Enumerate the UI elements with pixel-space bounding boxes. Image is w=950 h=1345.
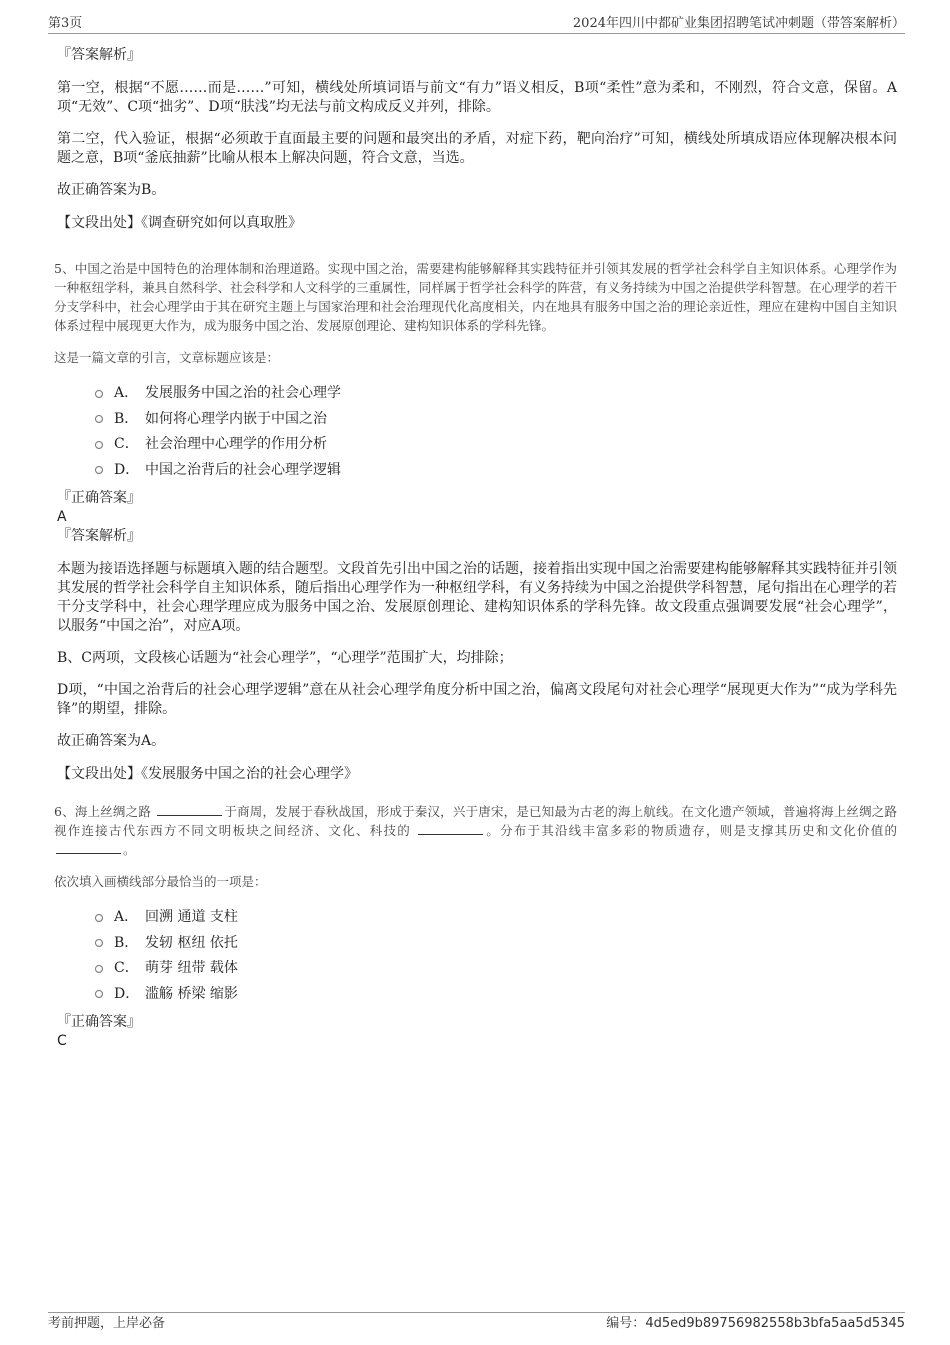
option-letter: A． bbox=[114, 909, 139, 925]
radio-icon[interactable] bbox=[95, 914, 103, 922]
q4-analysis bbox=[57, 45, 897, 233]
analysis-conclusion: 故正确答案为B。 bbox=[57, 182, 166, 198]
option-letter: C． bbox=[114, 436, 139, 452]
option-text: 中国之治背后的社会心理学逻辑 bbox=[145, 461, 341, 478]
footer-slogan: 考前押题，上岸必备 bbox=[48, 1316, 166, 1331]
page-footer bbox=[48, 1312, 905, 1331]
analysis-paragraph: 第二空，代入验证，根据“必须敢于直面最主要的问题和最突出的矛盾，对症下药，靶向治疗”可知，横线处所填成语应体现解决根本问题之意，B项“釜底抽薪”比喻从根本上解决问题，符合文意，当选。 bbox=[57, 131, 897, 166]
document-code: 编号：4d5ed9b89756982558b3bfa5aa5d5345 bbox=[606, 1316, 905, 1331]
option-text: 萌芽 纽带 载体 bbox=[145, 960, 238, 976]
fill-blank bbox=[157, 803, 222, 816]
option-d[interactable] bbox=[95, 982, 897, 1008]
radio-icon[interactable] bbox=[95, 990, 103, 998]
option-a[interactable] bbox=[95, 905, 897, 931]
passage-source: 【文段出处】《调查研究如何以真取胜》 bbox=[57, 215, 302, 231]
option-b[interactable] bbox=[95, 407, 897, 433]
option-letter: B． bbox=[114, 410, 139, 427]
question-stem: 5、中国之治是中国特色的治理体制和治理道路。实现中国之治，需要建构能够解释其实践特征并引领其发展的哲学社会科学自主知识体系。心理学作为一种枢纽学科，兼具自然科学、社会科学和人文科学的三重属性，同样属于哲学社会科学的阵营，有义务持续为中国之治提供学科智慧。在心理学的若干分支学科中，社会心理学由于其在研究主题上与国家治理和社会治理现代化高度相关，内在地具有服务中国之治的理论亲近性，理应在建构中国自主知识体系过程中展现更大作为，成为服务中国之治、发展原创理论、建构知识体系的学科先锋。 bbox=[54, 261, 897, 333]
passage-source: 【文段出处】《发展服务中国之治的社会心理学》 bbox=[57, 766, 358, 782]
option-letter: A． bbox=[114, 385, 139, 401]
analysis-conclusion: 故正确答案为A。 bbox=[57, 733, 166, 749]
analysis-paragraph: 第一空，根据“不愿……而是……”可知，横线处所填词语与前文“有力”语义相反，B项“柔性”意为柔和，不刚烈，符合文意，保留。A项“无效”、C项“拙劣”、D项“肤浅”均无法与前文构成反义并列，排除。 bbox=[57, 80, 897, 115]
document-title: 2024年四川中都矿业集团招聘笔试冲刺题（带答案解析） bbox=[572, 16, 905, 31]
option-text: 滥觞 桥梁 缩影 bbox=[145, 985, 238, 1002]
correct-answer: C bbox=[57, 1033, 67, 1049]
page-content bbox=[54, 45, 897, 1051]
correct-answer-label: 『正确答案』 bbox=[57, 1014, 141, 1030]
page-number: 第3页 bbox=[48, 16, 83, 31]
option-list bbox=[95, 381, 897, 483]
option-letter: B． bbox=[114, 934, 139, 951]
option-letter: D． bbox=[114, 461, 140, 478]
option-text: 发展服务中国之治的社会心理学 bbox=[145, 385, 341, 401]
option-b[interactable] bbox=[95, 931, 897, 957]
question-stem: 6、海上丝绸之路 于商周，发展于春秋战国，形成于秦汉，兴于唐宋，是已知最为古老的海上航线。在文化遗产领域，普遍将海上丝绸之路视作连接古代东西方不同文明板块之间经济、文化、科技的 。分布于其沿线丰富多彩的物质遗存，则是支撑其历史和文化价值的 。 bbox=[54, 804, 897, 857]
option-letter: C． bbox=[114, 960, 139, 976]
option-text: 社会治理中心理学的作用分析 bbox=[145, 436, 327, 452]
option-text: 发轫 枢纽 依托 bbox=[145, 934, 238, 951]
analysis-paragraph: D项，“中国之治背后的社会心理学逻辑”意在从社会心理学角度分析中国之治，偏离文段尾句对社会心理学“展现更大作为”“成为学科先锋”的期望，排除。 bbox=[57, 682, 897, 717]
question-6 bbox=[54, 802, 897, 1051]
option-a[interactable] bbox=[95, 381, 897, 407]
option-list bbox=[95, 905, 897, 1007]
analysis-paragraph: B、C两项，文段核心话题为“社会心理学”，“心理学”范围扩大，均排除； bbox=[57, 650, 513, 666]
radio-icon[interactable] bbox=[95, 939, 103, 947]
fill-blank bbox=[56, 841, 121, 854]
option-letter: D． bbox=[114, 985, 140, 1002]
correct-answer-label: 『正确答案』 bbox=[57, 490, 141, 506]
question-prompt: 这是一篇文章的引言，文章标题应该是： bbox=[54, 350, 280, 365]
option-text: 如何将心理学内嵌于中国之治 bbox=[145, 410, 327, 427]
correct-answer: A bbox=[57, 509, 67, 525]
radio-icon[interactable] bbox=[95, 965, 103, 973]
radio-icon[interactable] bbox=[95, 415, 103, 423]
radio-icon[interactable] bbox=[95, 390, 103, 398]
analysis-label: 『答案解析』 bbox=[57, 528, 141, 544]
option-c[interactable] bbox=[95, 956, 897, 982]
analysis-paragraph: 本题为接语选择题与标题填入题的结合题型。文段首先引出中国之治的话题，接着指出实现中国之治需要建构能够解释其实践特征并引领其发展的哲学社会科学自主知识体系，随后指出心理学作为一种枢纽学科，有义务持续为中国之治提供学科智慧，尾句指出在心理学的若干分支学科中，社会心理学理应成为服务中国之治、发展原创理论、建构知识体系的学科先锋。故文段重点强调要发展“社会心理学”，以服务“中国之治”，对应A项。 bbox=[57, 561, 897, 634]
question-5 bbox=[54, 259, 897, 784]
question-prompt: 依次填入画横线部分最恰当的一项是： bbox=[54, 874, 267, 889]
option-d[interactable] bbox=[95, 458, 897, 484]
option-text: 回溯 通道 支柱 bbox=[145, 909, 238, 925]
option-c[interactable] bbox=[95, 432, 897, 458]
radio-icon[interactable] bbox=[95, 466, 103, 474]
radio-icon[interactable] bbox=[95, 441, 103, 449]
analysis-label: 『答案解析』 bbox=[57, 47, 141, 63]
page-header bbox=[48, 15, 905, 34]
fill-blank bbox=[418, 822, 483, 835]
